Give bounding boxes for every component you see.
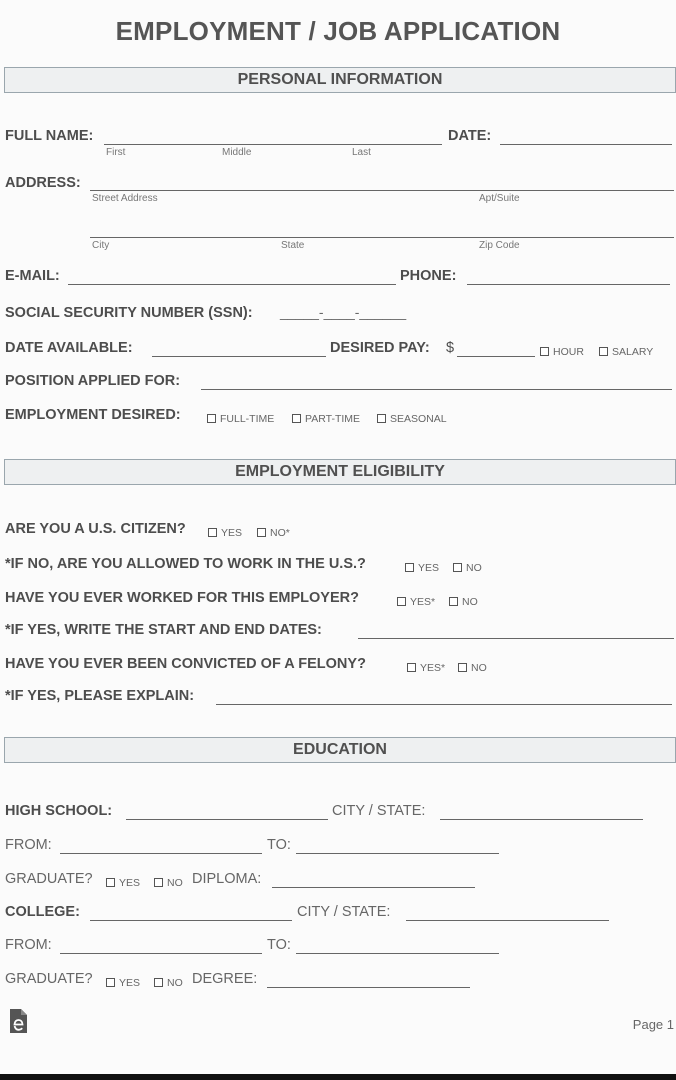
- explain-field[interactable]: [216, 704, 672, 705]
- high-school-label: HIGH SCHOOL:: [5, 803, 113, 819]
- street-caption: Street Address: [92, 193, 158, 204]
- ssn-label: SOCIAL SECURITY NUMBER (SSN):: [5, 305, 253, 321]
- part-time-option[interactable]: [292, 409, 360, 427]
- bottom-bar: [0, 1074, 676, 1080]
- employment-desired-label: EMPLOYMENT DESIRED:: [5, 407, 181, 423]
- position-label: POSITION APPLIED FOR:: [5, 373, 181, 389]
- hs-grad-no-label: NO: [167, 877, 183, 889]
- college-city-state-label: CITY / STATE:: [297, 904, 391, 920]
- hs-grad-no-checkbox[interactable]: [154, 878, 163, 887]
- worked-here-no-option[interactable]: [449, 592, 478, 610]
- degree-label: DEGREE:: [192, 971, 258, 987]
- salary-option[interactable]: [599, 342, 653, 360]
- page-title: EMPLOYMENT / JOB APPLICATION: [115, 16, 561, 46]
- diploma-label: DIPLOMA:: [192, 871, 262, 887]
- diploma-field[interactable]: [272, 887, 475, 888]
- work-auth-no-checkbox[interactable]: [453, 563, 462, 572]
- college-graduate-label: GRADUATE?: [5, 971, 93, 987]
- citizen-yes-label: YES: [221, 527, 243, 539]
- work-auth-yes-checkbox[interactable]: [405, 563, 414, 572]
- start-end-dates-label: *IF YES, WRITE THE START AND END DATES:: [5, 622, 322, 638]
- degree-field[interactable]: [267, 987, 470, 988]
- college-grad-yes-checkbox[interactable]: [106, 978, 115, 987]
- high-school-field[interactable]: [126, 819, 328, 820]
- citizen-yes-checkbox[interactable]: [208, 528, 217, 537]
- college-to-label: TO:: [267, 937, 291, 953]
- zip-caption: Zip Code: [479, 240, 520, 251]
- felony-no-checkbox[interactable]: [458, 663, 467, 672]
- citizen-question: ARE YOU A U.S. CITIZEN?: [5, 521, 186, 537]
- full-name-field[interactable]: [104, 144, 442, 145]
- work-auth-no-option[interactable]: [453, 558, 482, 576]
- hour-checkbox[interactable]: [540, 347, 549, 356]
- college-field[interactable]: [90, 920, 292, 921]
- felony-question: HAVE YOU EVER BEEN CONVICTED OF A FELONY?: [5, 656, 366, 672]
- felony-yes-option[interactable]: [407, 658, 445, 676]
- worked-here-yes-option[interactable]: [397, 592, 435, 610]
- part-time-label: PART-TIME: [305, 413, 361, 425]
- email-field[interactable]: [68, 284, 396, 285]
- position-field[interactable]: [201, 389, 672, 390]
- college-city-state-field[interactable]: [406, 920, 609, 921]
- salary-label: SALARY: [612, 346, 654, 358]
- college-grad-yes-option[interactable]: [106, 973, 140, 991]
- date-label: DATE:: [448, 128, 492, 144]
- last-caption: Last: [352, 147, 371, 158]
- date-available-label: DATE AVAILABLE:: [5, 340, 133, 356]
- citizen-no-label: NO*: [270, 527, 290, 539]
- page-number: Page 1: [632, 1017, 674, 1032]
- city-state-zip-field[interactable]: [90, 237, 674, 238]
- desired-pay-label: DESIRED PAY:: [330, 340, 430, 356]
- seasonal-label: SEASONAL: [390, 413, 447, 425]
- phone-field[interactable]: [467, 284, 670, 285]
- date-available-field[interactable]: [152, 356, 326, 357]
- middle-caption: Middle: [222, 147, 252, 158]
- full-time-checkbox[interactable]: [207, 414, 216, 423]
- document-e-icon: [8, 1008, 28, 1034]
- hour-label: HOUR: [553, 346, 584, 358]
- full-time-option[interactable]: [207, 409, 274, 427]
- section-eligibility-title: EMPLOYMENT ELIGIBILITY: [235, 463, 445, 480]
- college-grad-yes-label: YES: [119, 977, 141, 989]
- hs-grad-yes-checkbox[interactable]: [106, 878, 115, 887]
- apt-caption: Apt/Suite: [479, 193, 520, 204]
- section-personal-title: PERSONAL INFORMATION: [237, 71, 443, 88]
- hs-from-field[interactable]: [60, 853, 262, 854]
- start-end-dates-field[interactable]: [358, 638, 674, 639]
- college-grad-no-checkbox[interactable]: [154, 978, 163, 987]
- citizen-no-option[interactable]: [257, 523, 290, 541]
- college-to-field[interactable]: [296, 953, 499, 954]
- desired-pay-prefix: $: [446, 340, 455, 356]
- college-from-label: FROM:: [5, 937, 52, 953]
- felony-yes-label: YES*: [420, 662, 446, 674]
- work-auth-yes-option[interactable]: [405, 558, 439, 576]
- work-auth-yes-label: YES: [418, 562, 440, 574]
- hour-option[interactable]: [540, 342, 584, 360]
- hs-city-state-field[interactable]: [440, 819, 643, 820]
- college-label: COLLEGE:: [5, 904, 80, 920]
- work-auth-no-label: NO: [466, 562, 482, 574]
- worked-here-no-checkbox[interactable]: [449, 597, 458, 606]
- worked-here-yes-label: YES*: [410, 596, 436, 608]
- explain-label: *IF YES, PLEASE EXPLAIN:: [5, 688, 195, 704]
- felony-yes-checkbox[interactable]: [407, 663, 416, 672]
- felony-no-option[interactable]: [458, 658, 487, 676]
- section-employment-eligibility: [4, 459, 676, 485]
- salary-checkbox[interactable]: [599, 347, 608, 356]
- part-time-checkbox[interactable]: [292, 414, 301, 423]
- work-authorization-question: *IF NO, ARE YOU ALLOWED TO WORK IN THE U.S.?: [5, 556, 366, 572]
- worked-here-yes-checkbox[interactable]: [397, 597, 406, 606]
- street-address-field[interactable]: [90, 190, 674, 191]
- seasonal-option[interactable]: [377, 409, 447, 427]
- full-name-label: FULL NAME:: [5, 128, 94, 144]
- email-label: E-MAIL:: [5, 268, 60, 284]
- hs-grad-yes-option[interactable]: [106, 873, 140, 891]
- first-caption: First: [106, 147, 126, 158]
- worked-here-question: HAVE YOU EVER WORKED FOR THIS EMPLOYER?: [5, 590, 359, 606]
- citizen-no-checkbox[interactable]: [257, 528, 266, 537]
- city-caption: City: [92, 240, 110, 251]
- hs-to-label: TO:: [267, 837, 291, 853]
- college-grad-no-option[interactable]: [154, 973, 183, 991]
- hs-graduate-label: GRADUATE?: [5, 871, 93, 887]
- date-field[interactable]: [500, 144, 672, 145]
- hs-to-field[interactable]: [296, 853, 499, 854]
- felony-no-label: NO: [471, 662, 487, 674]
- seasonal-checkbox[interactable]: [377, 414, 386, 423]
- address-label: ADDRESS:: [5, 175, 81, 191]
- hs-city-state-label: CITY / STATE:: [332, 803, 426, 819]
- worked-here-no-label: NO: [462, 596, 478, 608]
- section-education: [4, 737, 676, 763]
- college-from-field[interactable]: [60, 953, 262, 954]
- college-grad-no-label: NO: [167, 977, 183, 989]
- section-education-title: EDUCATION: [293, 741, 387, 758]
- state-caption: State: [281, 240, 305, 251]
- hs-from-label: FROM:: [5, 837, 52, 853]
- hs-grad-no-option[interactable]: [154, 873, 183, 891]
- hs-grad-yes-label: YES: [119, 877, 141, 889]
- ssn-field[interactable]: _____-____-______: [280, 304, 407, 320]
- phone-label: PHONE:: [400, 268, 457, 284]
- citizen-yes-option[interactable]: [208, 523, 242, 541]
- full-time-label: FULL-TIME: [220, 413, 275, 425]
- section-personal-information: [4, 67, 676, 93]
- desired-pay-field[interactable]: [457, 356, 535, 357]
